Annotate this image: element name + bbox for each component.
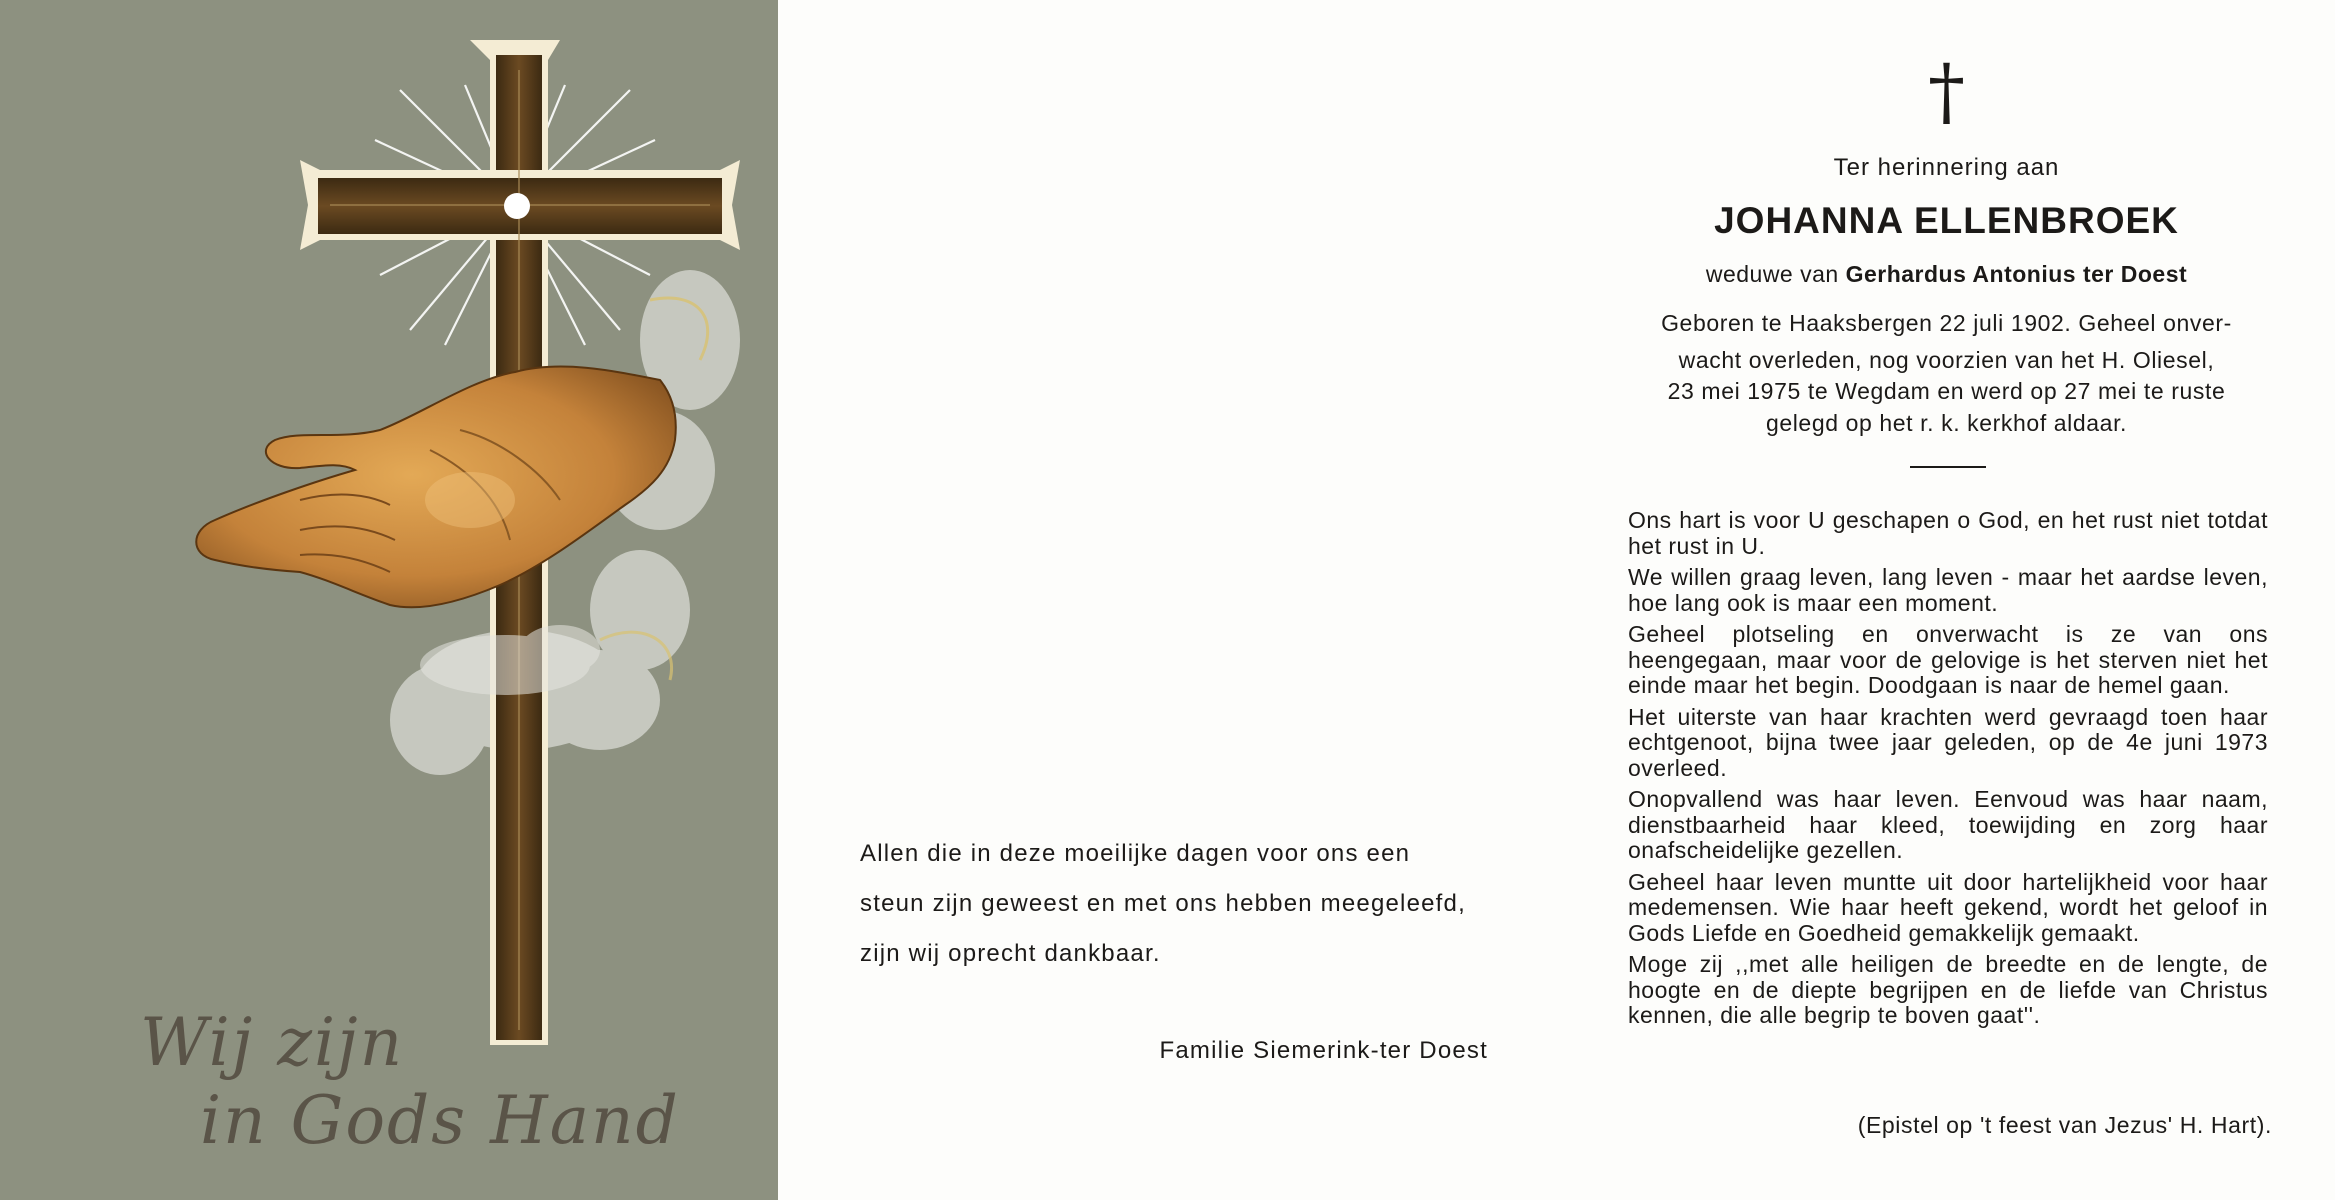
thanks-line-2: steun zijn geweest en met ons hebben meegeleefd, bbox=[860, 890, 1466, 917]
intro-text: Ter herinnering aan bbox=[1833, 154, 2060, 181]
motto-line-1: Wij zijn bbox=[140, 1004, 405, 1081]
motto-line-2: in Gods Hand bbox=[200, 1082, 680, 1159]
poem-paragraph: Moge zij ,,met alle heiligen de breedte en de lengte, de hoogte en de diepte begrijpen en de liefde van Christus kennen, die alle begrip te boven gaat''. bbox=[1628, 951, 2268, 1028]
poem-paragraph: Geheel plotseling en onverwacht is ze van ons heengegaan, maar voor de gelovige is het sterven niet het einde maar het begin. Doodgaan is naar de hemel gaan. bbox=[1628, 621, 2268, 698]
husband-name: Gerhardus Antonius ter Doest bbox=[1845, 261, 2188, 287]
memorial-panel bbox=[1558, 0, 2335, 1200]
poem-paragraph: Onopvallend was haar leven. Eenvoud was haar naam, dienstbaarheid haar kleed, toewijding en zorg haar onafscheidelijke gezellen. bbox=[1628, 786, 2268, 863]
bio-line-2: wacht overleden, nog voorzien van het H. Oliesel, bbox=[1678, 347, 2215, 373]
poem-paragraph: Het uiterste van haar krachten werd gevraagd toen haar echtgenoot, bijna twee jaar geleden, op de 4e juni 1973 overleed. bbox=[1628, 703, 2268, 781]
widow-prefix: weduwe van bbox=[1705, 261, 1839, 287]
thanks-panel bbox=[778, 0, 1558, 1200]
poem bbox=[1628, 508, 2268, 1035]
thanks-line-1: Allen die in deze moeilijke dagen voor ons een bbox=[860, 840, 1411, 867]
poem-paragraph: Geheel haar leven muntte uit door hartelijkheid voor haar medemensen. Wie haar heeft gekend, wordt het geloof in Gods Liefde en Goedheid gemakkelijk gemaakt. bbox=[1628, 868, 2268, 946]
family-signature: Familie Siemerink-ter Doest bbox=[1159, 1037, 1488, 1064]
epistel-reference: (Epistel op 't feest van Jezus' H. Hart). bbox=[1857, 1112, 2272, 1138]
divider bbox=[1910, 466, 1986, 468]
poem-paragraph: We willen graag leven, lang leven - maar het aardse leven, hoe lang ook is maar een moment. bbox=[1628, 564, 2268, 616]
deceased-name: JOHANNA ELLENBROEK bbox=[1714, 200, 2179, 241]
bio-line-4: gelegd op het r. k. kerkhof aldaar. bbox=[1765, 410, 2128, 436]
poem-paragraph: Ons hart is voor U geschapen o God, en het rust niet totdat het rust in U. bbox=[1628, 507, 2268, 559]
front-panel bbox=[0, 0, 778, 1200]
cross-icon: † bbox=[1928, 49, 1965, 135]
bio-line-1: Geboren te Haaksbergen 22 juli 1902. Geheel onver- bbox=[1661, 310, 2232, 336]
widow-of-line bbox=[1558, 261, 2335, 288]
bio-line-3: 23 mei 1975 te Wegdam en werd op 27 mei te ruste bbox=[1667, 378, 2226, 404]
thanks-line-3: zijn wij oprecht dankbaar. bbox=[860, 940, 1161, 967]
